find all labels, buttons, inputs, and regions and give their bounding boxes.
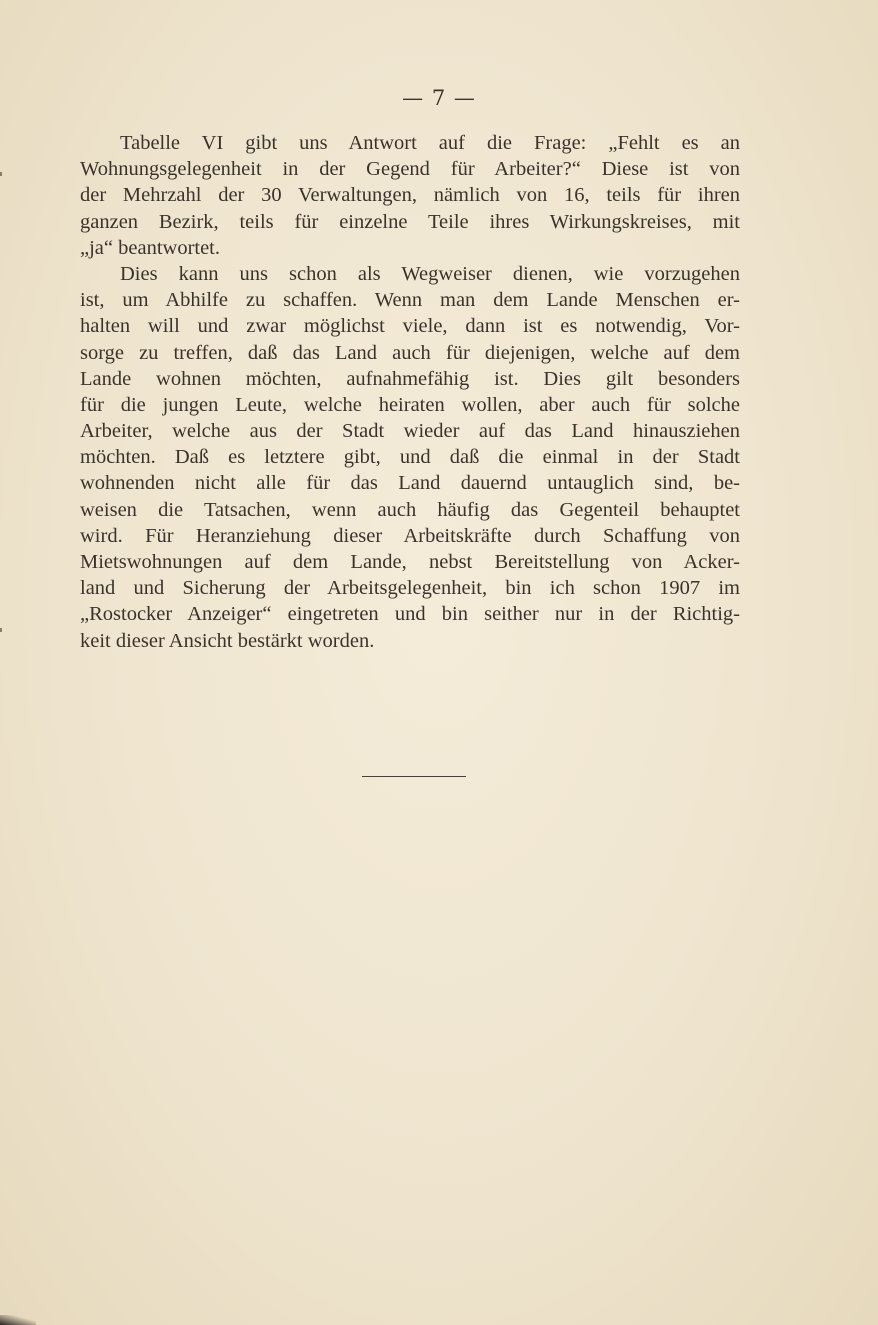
page-number: — 7 — (402, 86, 476, 110)
section-divider-rule (362, 776, 466, 777)
paragraph (80, 261, 740, 654)
text-line: sorge zu treffen, daß das Land auch für diejenigen, welche auf dem (80, 341, 740, 364)
text-line: weisen die Tatsachen, wenn auch häufig das Gegenteil behauptet (80, 498, 740, 521)
body-text (80, 130, 740, 654)
text-line: wird. Für Heranziehung dieser Arbeitskräfte durch Schaffung von (80, 524, 740, 547)
text-line: land und Sicherung der Arbeitsgelegenheit, bin ich schon 1907 im (80, 577, 740, 600)
text-line: Lande wohnen möchten, aufnahmefähig ist. Dies gilt besonders (80, 367, 740, 390)
text-line: Dies kann uns schon als Wegweiser dienen, wie vorzugehen (120, 262, 740, 285)
text-line: der Mehrzahl der 30 Verwaltungen, nämlich von 16, teils für ihren (80, 184, 740, 207)
text-line: ganzen Bezirk, teils für einzelne Teile ihres Wirkungskreises, mit (80, 210, 740, 233)
text-line: möchten. Daß es letztere gibt, und daß die einmal in der Stadt (80, 446, 740, 469)
text-line: wohnenden nicht alle für das Land dauernd untauglich sind, be- (80, 472, 740, 495)
paragraph (80, 130, 740, 261)
text-line: ist, um Abhilfe zu schaffen. Wenn man dem Lande Menschen er- (80, 289, 740, 312)
page-edge-mark (0, 628, 2, 632)
text-line: Arbeiter, welche aus der Stadt wieder auf das Land hinausziehen (80, 420, 740, 443)
text-line: keit dieser Ansicht bestärkt worden. (80, 629, 375, 652)
page-corner-shadow (0, 1315, 36, 1325)
text-line: halten will und zwar möglichst viele, dann ist es notwendig, Vor- (80, 315, 740, 338)
page-edge-mark (0, 172, 2, 176)
text-line: Mietswohnungen auf dem Lande, nebst Bereitstellung von Acker- (80, 551, 740, 573)
text-line: Wohnungsgelegenheit in der Gegend für Arbeiter?“ Diese ist von (80, 158, 740, 181)
text-line: Tabelle VI gibt uns Antwort auf die Frage: „Fehlt es an (120, 132, 740, 154)
text-line: „ja“ beantwortet. (80, 236, 221, 259)
text-line: für die jungen Leute, welche heiraten wollen, aber auch für solche (80, 393, 740, 416)
text-line: „Rostocker Anzeiger“ eingetreten und bin seither nur in der Richtig- (80, 603, 740, 626)
